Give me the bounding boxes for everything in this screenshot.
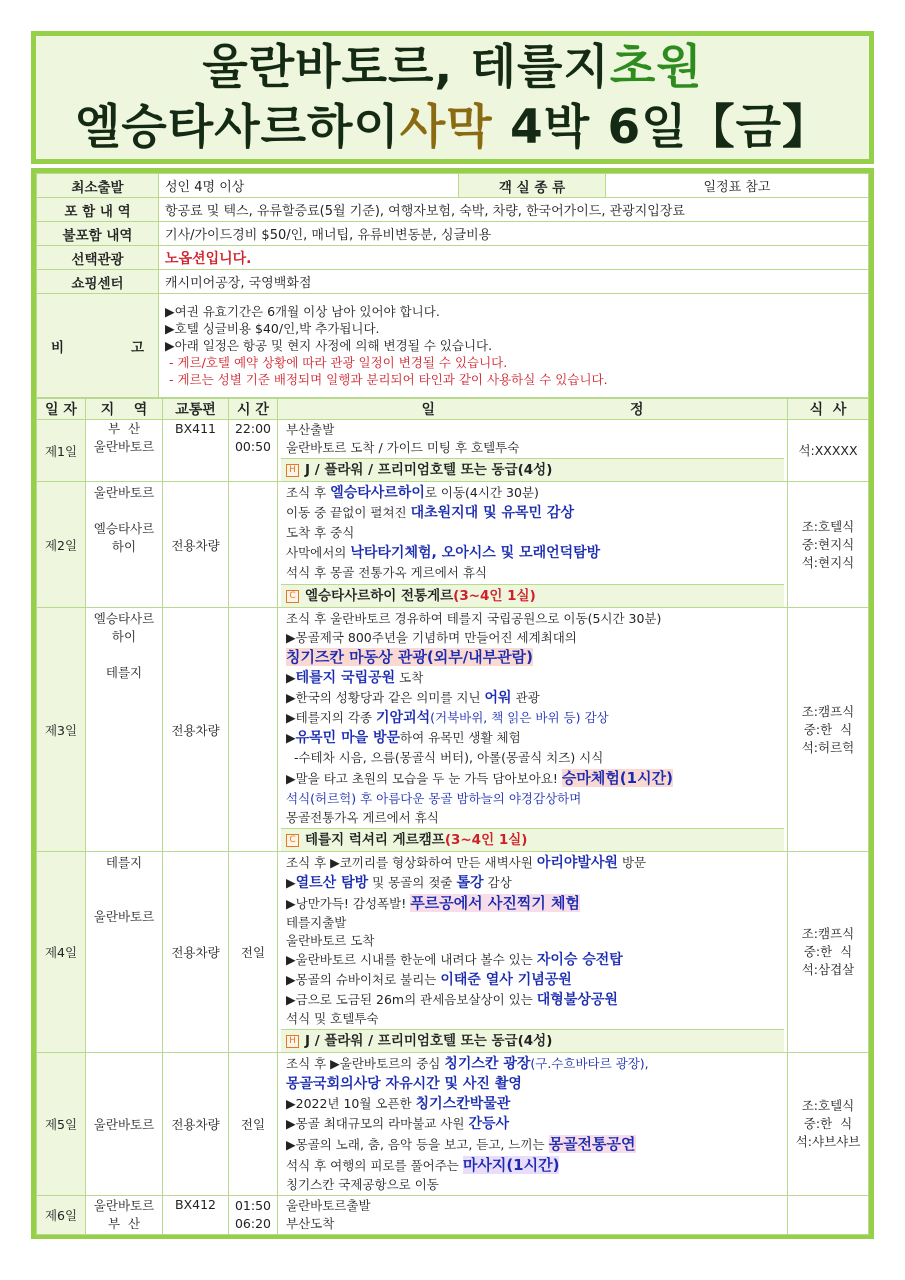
time-line: 06:20	[234, 1216, 272, 1231]
itinerary-line: 테를지출발	[286, 915, 347, 930]
itinerary-line: 사막에서의 낙타타기체험, 오아시스 및 모래언덕탐방	[286, 545, 601, 561]
highlight-text: 엘승타사르하이	[330, 485, 425, 501]
meal-line: 조:캠프식	[801, 703, 855, 719]
day-transport: 전용차량	[163, 1053, 229, 1196]
info-row-optional	[37, 246, 869, 270]
itinerary-line: ▶말을 타고 초원의 모습을 두 눈 가득 담아보아요! 승마체험(1시간)	[286, 769, 673, 787]
day-time: 전일	[229, 852, 278, 1053]
itinerary-line	[286, 647, 779, 668]
itinerary-line: 이동 중 끝없이 펼쳐진 대초원지대 및 유목민 감상	[286, 505, 574, 521]
schedule-header-row	[37, 399, 869, 420]
itinerary-line: 석식 후 여행의 피로를 풀어주는 마사지(1시간)	[286, 1156, 560, 1174]
remarks-label	[37, 294, 159, 398]
accommodation	[281, 828, 784, 851]
time-line: 22:00	[234, 421, 272, 436]
meal-line: 석:샤브샤브	[795, 1134, 861, 1149]
meal-line: 중:한 식	[803, 944, 853, 959]
day-meals	[788, 420, 869, 482]
region-line: 울란바토르	[93, 909, 155, 924]
day-region: 울란바토르	[86, 1053, 163, 1196]
highlight-text: 톨강	[456, 875, 484, 891]
meal-line: 중:한 식	[803, 1116, 853, 1131]
itinerary-line: ▶2022년 10월 오픈한 칭기스칸박물관	[286, 1096, 511, 1112]
highlight-text: 낙타타기체험, 오아시스 및 모래언덕탐방	[350, 545, 601, 561]
itinerary-line: 부산출발	[286, 422, 335, 437]
highlight-text: 간등사	[468, 1116, 510, 1132]
excluded-label: 불포함 내역	[37, 222, 159, 246]
day-region	[86, 608, 163, 852]
highlight-text: 마사지(1시간)	[462, 1156, 560, 1174]
camp-icon: C	[286, 834, 299, 847]
day-meals	[788, 1196, 869, 1235]
region-line: 엘승타사르	[93, 611, 155, 626]
shopping-value: 캐시미어공장, 국영백화점	[159, 270, 869, 294]
day-row-5	[37, 1053, 869, 1196]
region-line: 하이	[111, 629, 137, 644]
remark-warning: - 게르는 성별 기준 배정되며 일행과 분리되어 타인과 같이 사용하실 수 있습니다.	[165, 372, 608, 387]
highlight-text: 테를지 국립공원	[295, 670, 396, 686]
itinerary-line: ▶금으로 도금된 26m의 관세음보살상이 있는 대형불상공원	[286, 992, 618, 1008]
info-row-included	[37, 198, 869, 222]
itinerary-line: ▶열트산 탐방 및 몽골의 젖줄 톨강 감상	[286, 875, 512, 891]
highlight-text: 유목민 마을 방문	[295, 730, 401, 746]
region-line: 테를지	[105, 665, 143, 680]
itinerary-line: ▶한국의 성황당과 같은 의미를 지닌 어워 관광	[286, 690, 540, 706]
day-row-2	[37, 482, 869, 608]
itinerary-line: ▶몽골 최대규모의 라마불교 사원 간등사	[286, 1116, 510, 1132]
info-row-min-departure	[37, 174, 869, 198]
itinerary-line: ▶유목민 마을 방문하여 유목민 생활 체험	[286, 730, 521, 746]
accommodation	[281, 1029, 784, 1052]
highlight-text: 대형불상공원	[536, 992, 618, 1008]
highlight-text: 몽골전통공연	[548, 1135, 636, 1153]
meal-line: 조:호텔식	[801, 1098, 855, 1113]
day-label: 제3일	[37, 608, 86, 852]
highlight-text: 자이승 승전탑	[536, 952, 623, 968]
highlight-text: 열트산 탐방	[295, 875, 369, 891]
info-row-remarks	[37, 294, 869, 398]
min-departure-label: 최소출발	[37, 174, 159, 198]
day-itinerary	[278, 482, 788, 608]
remarks-label-part: 고	[130, 339, 144, 356]
highlight-text: 어워	[484, 690, 512, 706]
highlight-text: 칭기즈칸 마동상 관광(외부/내부관람)	[286, 648, 533, 666]
header-transport: 교통편	[163, 399, 229, 420]
remarks-label-part: 비	[51, 339, 65, 356]
meal-line: 석:허르헉	[801, 739, 855, 755]
day-row-4	[37, 852, 869, 1053]
meal-line: 중:한 식	[803, 721, 853, 737]
itinerary-line: ▶몽골제국 800주년을 기념하며 만들어진 세계최대의	[286, 630, 577, 645]
region-line: 부 산	[107, 1216, 141, 1231]
highlight-text: 칭기스칸 광장	[444, 1056, 531, 1072]
itinerary-line: 석식 후 몽골 전통가옥 게르에서 휴식	[286, 565, 487, 580]
optional-tour-label: 선택관광	[37, 246, 159, 270]
itinerary-line: 도착 후 중식	[286, 525, 355, 540]
itinerary-line: 석식(허르헉) 후 아름다운 몽골 밤하늘의 야경감상하며	[286, 791, 582, 806]
accommodation-name: 테를지 럭셔리 게르캠프	[305, 832, 445, 848]
day-row-3	[37, 608, 869, 852]
min-departure-value: 성인 4명 이상	[159, 174, 459, 198]
info-table	[36, 173, 869, 398]
itinerary-line: 울란바토르 도착 / 가이드 미팅 후 호텔투숙	[286, 440, 520, 455]
meal-line: 석:삼겹살	[801, 962, 855, 977]
meal-line: 석:XXXXX	[798, 442, 858, 458]
itinerary-line: ▶테를지의 각종 기암괴석(거북바위, 책 읽은 바위 등) 감상	[286, 710, 609, 726]
hotel-icon: H	[286, 464, 299, 477]
day-label: 제1일	[37, 420, 86, 482]
remark-item: ▶여권 유효기간은 6개월 이상 남아 있어야 합니다.	[165, 304, 440, 319]
day-meals	[788, 1053, 869, 1196]
highlight-text: 대초원지대 및 유목민 감상	[410, 505, 574, 521]
day-time	[229, 482, 278, 608]
itinerary-document	[31, 168, 874, 1239]
day-itinerary	[278, 420, 788, 482]
info-row-shopping	[37, 270, 869, 294]
meal-line: 조:호텔식	[801, 518, 855, 534]
included-label: 포 함 내 역	[37, 198, 159, 222]
accommodation-name: J / 플라워 / 프리미엄호텔 또는 동급(4성)	[305, 462, 553, 478]
accommodation-name: 엘승타사르하이 전통게르	[305, 588, 454, 604]
header-itinerary: 일 정	[278, 399, 788, 420]
day-itinerary	[278, 1053, 788, 1196]
itinerary-line: 칭기스칸 국제공항으로 이동	[286, 1177, 439, 1192]
room-type-label: 객 실 종 류	[459, 174, 606, 198]
itinerary-line: 조식 후 울란바토르 경유하여 테를지 국립공원으로 이동(5시간 30분)	[286, 611, 662, 626]
remark-item: ▶아래 일정은 항공 및 현지 사정에 의해 변경될 수 있습니다.	[165, 338, 493, 353]
itinerary-line: ▶몽골의 노래, 춤, 음악 등을 보고, 듣고, 느끼는 몽골전통공연	[286, 1135, 636, 1153]
itinerary-line: 조식 후 ▶코끼리를 형상화하여 만든 새벽사원 아리야발사원 방문	[286, 855, 647, 871]
itinerary-line: 조식 후 ▶울란바토르의 중심 칭기스칸 광장(구.수흐바타르 광장),	[286, 1056, 649, 1072]
day-region	[86, 1196, 163, 1235]
shopping-label: 쇼핑센터	[37, 270, 159, 294]
day-time	[229, 420, 278, 482]
day-itinerary	[278, 608, 788, 852]
header-time: 시 간	[229, 399, 278, 420]
region-line: 하이	[111, 539, 137, 554]
itinerary-line: 울란바토르출발	[286, 1198, 371, 1213]
room-type-value: 일정표 참고	[606, 174, 869, 198]
highlight-text: 칭기스칸박물관	[415, 1096, 511, 1112]
highlight-text: 푸르공에서 사진찍기 체험	[410, 894, 581, 912]
region-line: 부 산	[107, 421, 141, 436]
title-line-2	[75, 98, 830, 158]
time-line: 00:50	[234, 439, 272, 454]
itinerary-line: ▶울란바토르 시내를 한눈에 내려다 볼수 있는 자이승 승전탑	[286, 952, 623, 968]
day-time: 전일	[229, 1053, 278, 1196]
excluded-value: 기사/가이드경비 $50/인, 매너팁, 유류비변동분, 싱글비용	[159, 222, 869, 246]
highlight-text: 아리야발사원	[536, 855, 618, 871]
title-text: 울란바토르, 테를지	[202, 39, 610, 95]
day-transport: 전용차량	[163, 482, 229, 608]
header-region: 지 역	[86, 399, 163, 420]
schedule-table	[36, 398, 869, 1235]
day-transport: 전용차량	[163, 852, 229, 1053]
day-time	[229, 608, 278, 852]
itinerary-line: 울란바토르 도착	[286, 933, 375, 948]
itinerary-line: -수테차 시음, 으름(몽골식 버터), 아롤(몽골식 치즈) 시식	[286, 750, 604, 765]
region-line: 테를지	[105, 855, 143, 870]
day-time	[229, 1196, 278, 1235]
title-line-1	[202, 38, 702, 98]
region-line: 울란바토르	[93, 1198, 155, 1213]
accommodation	[281, 458, 784, 481]
itinerary-line	[286, 1074, 779, 1094]
itinerary-line: 조식 후 엘승타사르하이로 이동(4시간 30분)	[286, 485, 539, 501]
region-line: 울란바토르	[93, 439, 155, 454]
camp-icon: C	[286, 590, 299, 603]
day-row-1	[37, 420, 869, 482]
optional-tour-value: 노옵션입니다.	[159, 246, 869, 270]
region-line: 울란바토르	[93, 485, 155, 500]
highlight-text: 이태준 열사 기념공원	[440, 972, 572, 988]
highlight-text: 기암괴석	[376, 710, 431, 726]
day-itinerary	[278, 852, 788, 1053]
day-meals	[788, 852, 869, 1053]
meal-line: 조:캠프식	[801, 926, 855, 941]
itinerary-line: ▶낭만가득! 감성폭발! 푸르공에서 사진찍기 체험	[286, 894, 581, 912]
remarks-content	[159, 294, 869, 398]
day-row-6	[37, 1196, 869, 1235]
remark-item: ▶호텔 싱글비용 $40/인,박 추가됩니다.	[165, 321, 380, 336]
included-value: 항공료 및 텍스, 유류할증료(5월 기준), 여행자보험, 숙박, 차량, 한국어가이드, 관광지입장료	[159, 198, 869, 222]
day-transport: BX412	[163, 1196, 229, 1235]
region-line: 엘승타사르	[93, 521, 155, 536]
itinerary-line: 부산도착	[286, 1216, 335, 1231]
title-banner	[31, 31, 874, 164]
day-label: 제2일	[37, 482, 86, 608]
meal-line: 중:현지식	[801, 536, 855, 552]
header-day: 일 자	[37, 399, 86, 420]
day-label: 제5일	[37, 1053, 86, 1196]
day-region	[86, 852, 163, 1053]
itinerary-line: ▶몽골의 슈바이처로 불리는 이태준 열사 기념공원	[286, 972, 572, 988]
day-meals	[788, 608, 869, 852]
title-accent-desert: 사막	[399, 99, 493, 155]
day-itinerary	[278, 1196, 788, 1235]
info-row-excluded	[37, 222, 869, 246]
day-meals	[788, 482, 869, 608]
day-region	[86, 482, 163, 608]
day-region	[86, 420, 163, 482]
room-share-note: (3~4인 1실)	[444, 832, 528, 848]
highlight-text: 몽골국회의사당 자유시간 및 사진 촬영	[286, 1076, 522, 1092]
header-meals: 식 사	[788, 399, 869, 420]
accommodation-name: J / 플라워 / 프리미엄호텔 또는 동급(4성)	[305, 1033, 553, 1049]
itinerary-line: ▶테를지 국립공원 도착	[286, 670, 424, 686]
meal-line: 석:현지식	[801, 554, 855, 570]
title-accent-grassland: 초원	[609, 39, 703, 95]
itinerary-line: 몽골전통가옥 게르에서 휴식	[286, 810, 439, 825]
title-text: 엘승타사르하이	[75, 99, 400, 155]
title-duration: 4박 6일【금】	[492, 99, 830, 155]
day-label: 제6일	[37, 1196, 86, 1235]
accommodation	[281, 584, 784, 607]
day-transport: 전용차량	[163, 608, 229, 852]
hotel-icon: H	[286, 1035, 299, 1048]
day-label: 제4일	[37, 852, 86, 1053]
remark-warning: - 게르/호텔 예약 상황에 따라 관광 일정이 변경될 수 있습니다.	[165, 355, 508, 370]
room-share-note: (3~4인 1실)	[453, 588, 536, 604]
day-transport: BX411	[163, 420, 229, 482]
highlight-text: 승마체험(1시간)	[561, 769, 673, 787]
itinerary-line: 석식 및 호텔투숙	[286, 1011, 379, 1026]
time-line: 01:50	[234, 1198, 272, 1213]
